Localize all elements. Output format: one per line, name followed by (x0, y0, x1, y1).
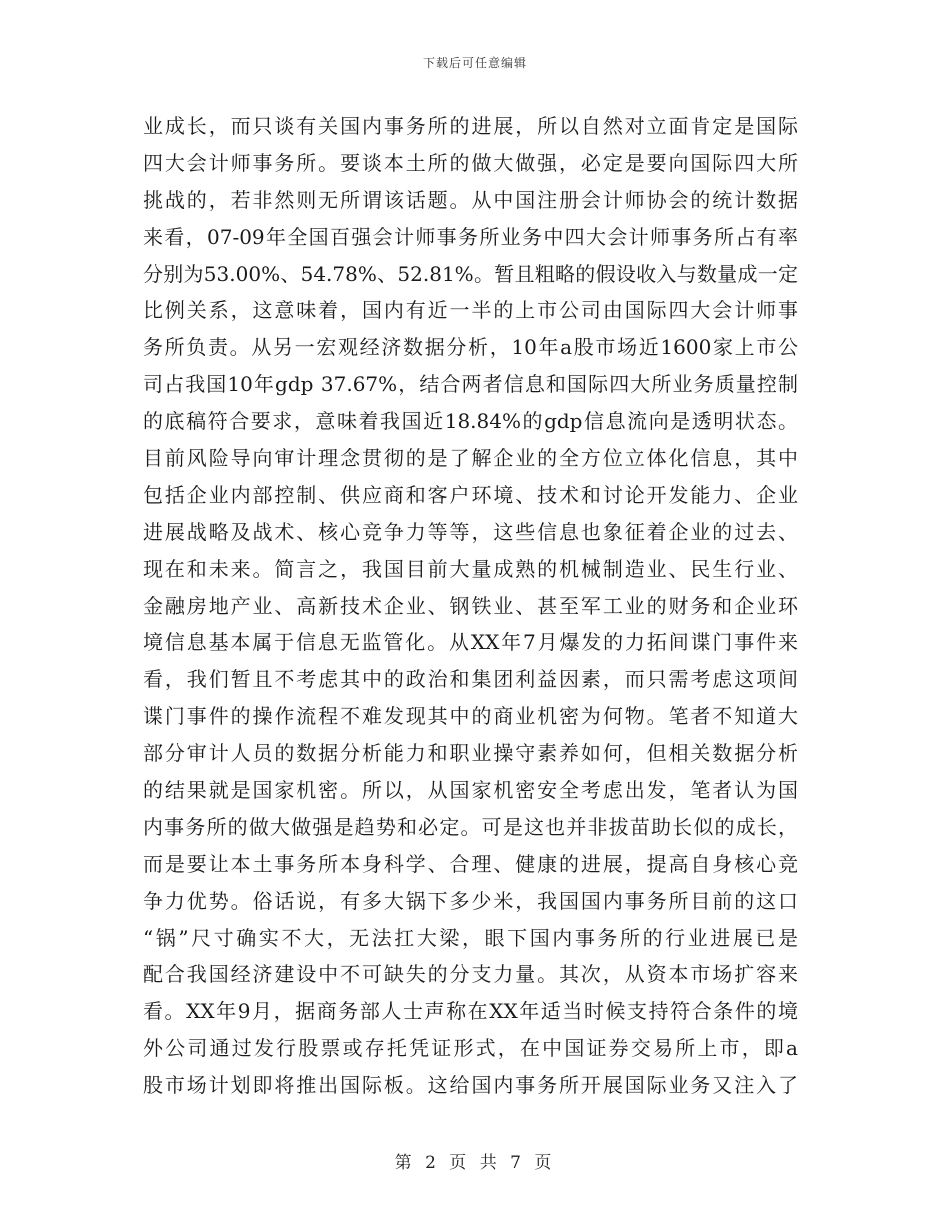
text-line: 看，我们暂且不考虑其中的政治和集团利益因素，而只需考虑这项间 (143, 667, 798, 692)
text-line: 内事务所的做大做强是趋势和必定。可是这也并非拔苗助长似的成长， (143, 814, 798, 839)
text-line: 业成长，而只谈有关国内事务所的进展，所以自然对立面肯定是国际 (143, 114, 798, 138)
page-header-note: 下载后可任意编辑 (422, 56, 527, 70)
document-body (143, 108, 798, 1104)
text-line: 外公司通过发行股票或存托凭证形式，在中国证券交易所上市，即a (143, 1036, 798, 1061)
text-line: 目前风险导向审计理念贯彻的是了解企业的全方位立体化信息，其中 (143, 446, 798, 471)
page-number: 第 2 页 共 7 页 (394, 1153, 556, 1173)
text-line: 金融房地产业、高新技术企业、钢铁业、甚至军工业的财务和企业环 (143, 593, 798, 618)
text-line: 部分审计人员的数据分析能力和职业操守素养如何，但相关数据分析 (143, 741, 798, 766)
text-line: 挑战的，若非然则无所谓该话题。从中国注册会计师协会的统计数据 (143, 187, 798, 212)
text-line: 看。XX年9月，据商务部人士声称在XX年适当时候支持符合条件的境 (143, 999, 798, 1024)
text-line: 比例关系，这意味着，国内有近一半的上市公司由国际四大会计师事 (143, 298, 798, 323)
text-line: “锅”尺寸确实不大，无法扛大梁，眼下国内事务所的行业进展已是 (143, 925, 798, 950)
text-line: 谍门事件的操作流程不难发现其中的商业机密为何物。笔者不知道大 (143, 704, 798, 729)
text-line: 进展战略及战术、核心竞争力等等，这些信息也象征着企业的过去、 (143, 519, 798, 544)
text-line: 境信息基本属于信息无监管化。从XX年7月爆发的力拓间谍门事件来 (143, 630, 798, 655)
text-line: 来看，07-09年全国百强会计师事务所业务中四大会计师事务所占有率 (143, 224, 798, 249)
text-line: 司占我国10年gdp 37.67%，结合两者信息和国际四大所业务质量控制 (143, 372, 798, 397)
text-line: 包括企业内部控制、供应商和客户环境、技术和讨论开发能力、企业 (143, 482, 798, 507)
text-line: 配合我国经济建设中不可缺失的分支力量。其次，从资本市场扩容来 (143, 962, 798, 987)
text-line: 四大会计师事务所。要谈本土所的做大做强，必定是要向国际四大所 (143, 150, 798, 175)
text-line: 的底稿符合要求，意味着我国近18.84%的gdp信息流向是透明状态。 (143, 409, 798, 434)
text-line: 的结果就是国家机密。所以，从国家机密安全考虑出发，笔者认为国 (143, 778, 798, 803)
text-line: 分别为53.00%、54.78%、52.81%。暂且粗略的假设收入与数量成一定 (143, 261, 798, 286)
text-line: 股市场计划即将推出国际板。这给国内事务所开展国际业务又注入了 (143, 1073, 798, 1098)
text-line: 争力优势。俗话说，有多大锅下多少米，我国国内事务所目前的这口 (143, 888, 798, 913)
text-line: 现在和未来。简言之，我国目前大量成熟的机械制造业、民生行业、 (143, 556, 798, 581)
text-line: 而是要让本土事务所本身科学、合理、健康的进展，提高自身核心竞 (143, 851, 798, 876)
text-line: 务所负责。从另一宏观经济数据分析，10年a股市场近1600家上市公 (143, 335, 798, 360)
